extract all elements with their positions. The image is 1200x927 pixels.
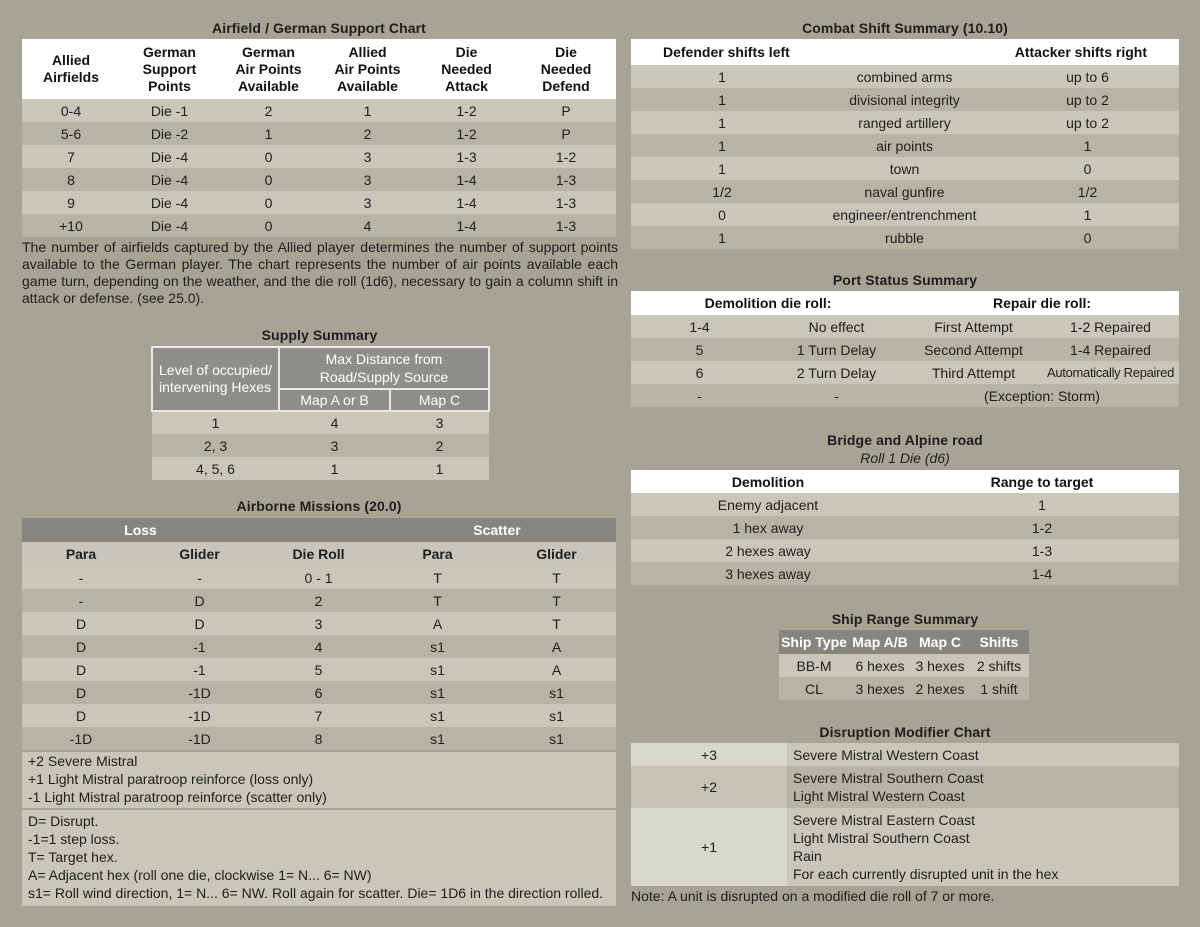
ship-table — [779, 630, 1029, 700]
table-row: D -1 4 s1 A — [22, 635, 616, 658]
table-row: 3 hexes away 1-4 — [631, 562, 1179, 585]
port-title: Port Status Summary — [832, 272, 978, 288]
table-row: - D 2 T T — [22, 589, 616, 612]
airfield-note: The number of airfields captured by the Allied player determines the number of support points available to the German player. The chart represents the number of air points available each game turn, depending on the weather, and the die roll (1d6), necessary to gain a column shift in attack or defense. (see 25.0). — [22, 239, 618, 306]
disruption-row — [631, 808, 1179, 886]
table-row: 1 4 3 — [152, 411, 489, 434]
supply-max-header: Max Distance from Road/Supply Source — [279, 347, 489, 389]
disruption-modifier: +2 — [631, 766, 787, 808]
airborne-scatter-header: Scatter — [378, 518, 616, 542]
table-row: 1-4 No effect First Attempt 1-2 Repaired — [631, 315, 1179, 338]
table-row: - - 0 - 1 T T — [22, 566, 616, 589]
combat-table — [631, 39, 1179, 249]
disruption-modifier: +1 — [631, 808, 787, 886]
table-row: CL 3 hexes 2 hexes 1 shift — [779, 677, 1029, 700]
airfield-header-attack: Die Needed Attack — [417, 39, 516, 99]
table-row: D D 3 A T — [22, 612, 616, 635]
airfield-table — [22, 39, 616, 237]
port-header-repair: Repair die roll: — [905, 291, 1179, 315]
supply-map-ab-header: Map A or B — [279, 389, 390, 411]
table-row: Enemy adjacent 1 — [631, 493, 1179, 516]
supply-level-header: Level of occupied/ intervening Hexes — [152, 347, 279, 411]
combat-title: Combat Shift Summary (10.10) — [802, 20, 1008, 36]
table-row: 0-4 Die -1 2 1 1-2 P — [22, 99, 616, 122]
table-row: 5-6 Die -2 1 2 1-2 P — [22, 122, 616, 145]
airborne-modifiers — [22, 752, 616, 808]
bridge-table — [631, 470, 1179, 585]
table-row: 1/2 naval gunfire 1/2 — [631, 180, 1179, 203]
supply-table — [151, 346, 490, 480]
airborne-group-row — [22, 518, 616, 542]
airfield-header-airfields: Allied Airfields — [22, 39, 120, 99]
airfield-header-german-air: German Air Points Available — [219, 39, 318, 99]
table-row: +10 Die -4 0 4 1-4 1-3 — [22, 214, 616, 237]
table-row: 1 ranged artillery up to 2 — [631, 111, 1179, 134]
table-row: 2 hexes away 1-3 — [631, 539, 1179, 562]
legend-line: A= Adjacent hex (roll one die, clockwise 1= N... 6= NW) — [28, 867, 372, 883]
table-row: 2, 3 3 2 — [152, 434, 489, 457]
port-header-row — [631, 291, 1179, 315]
table-row: 1 air points 1 — [631, 134, 1179, 157]
table-row: 1 combined arms up to 6 — [631, 65, 1179, 88]
table-row: 0 engineer/entrenchment 1 — [631, 203, 1179, 226]
bridge-title: Bridge and Alpine road — [827, 432, 983, 448]
combat-header-right: Attacker shifts right — [996, 39, 1179, 65]
modifier-line: +1 Light Mistral paratroop reinforce (loss only) — [28, 771, 314, 787]
combat-header-left: Defender shifts left — [631, 39, 813, 65]
table-row: D -1D 7 s1 s1 — [22, 704, 616, 727]
legend-line: -1=1 step loss. — [28, 831, 120, 847]
table-row: 9 Die -4 0 3 1-4 1-3 — [22, 191, 616, 214]
airborne-table — [22, 518, 616, 750]
supply-title: Supply Summary — [261, 327, 378, 343]
table-row: BB-M 6 hexes 3 hexes 2 shifts — [779, 654, 1029, 677]
table-row: -1D -1D 8 s1 s1 — [22, 727, 616, 750]
airfield-header-defend: Die Needed Defend — [516, 39, 616, 99]
legend-line: T= Target hex. — [28, 849, 118, 865]
ship-header-row: Ship Type Map A/B Map C Shifts — [779, 630, 1029, 654]
table-row: 1 hex away 1-2 — [631, 516, 1179, 539]
bridge-header-row — [631, 470, 1179, 493]
table-row: D -1 5 s1 A — [22, 658, 616, 681]
port-header-demolition: Demolition die roll: — [631, 291, 905, 315]
disruption-conditions: Severe Mistral Eastern Coast Light Mistral Southern Coast Rain For each currently disrupted unit in the hex — [787, 808, 1179, 886]
table-row: D -1D 6 s1 s1 — [22, 681, 616, 704]
airfield-title: Airfield / German Support Chart — [212, 20, 426, 36]
table-row: 1 divisional integrity up to 2 — [631, 88, 1179, 111]
airfield-header-row — [22, 39, 616, 99]
airborne-loss-header: Loss — [22, 518, 259, 542]
combat-header-row — [631, 39, 1179, 65]
bridge-header-range: Range to target — [905, 470, 1179, 493]
ship-title: Ship Range Summary — [831, 611, 979, 627]
modifier-line: -1 Light Mistral paratroop reinforce (scatter only) — [28, 789, 327, 805]
table-row: - - (Exception: Storm) — [631, 384, 1179, 407]
legend-line: s1= Roll wind direction, 1= N... 6= NW. Roll again for scatter. Die= 1D6 in the direction rolled. — [28, 885, 604, 901]
airfield-header-support: German Support Points — [120, 39, 219, 99]
disruption-conditions: Severe Mistral Southern Coast Light Mistral Western Coast — [787, 766, 1179, 808]
port-table — [631, 291, 1179, 407]
disruption-row — [631, 766, 1179, 808]
disruption-conditions: Severe Mistral Western Coast — [787, 743, 1179, 766]
airborne-title: Airborne Missions (20.0) — [236, 498, 402, 514]
modifier-line: +2 Severe Mistral — [28, 753, 138, 769]
airfield-header-allied-air: Allied Air Points Available — [318, 39, 417, 99]
supply-header-row — [152, 347, 489, 389]
bridge-subtitle: Roll 1 Die (d6) — [860, 450, 950, 466]
table-row: 4, 5, 6 1 1 — [152, 457, 489, 480]
table-row: 6 2 Turn Delay Third Attempt Automatically Repaired — [631, 361, 1179, 384]
airborne-legend — [22, 810, 616, 906]
table-row: 7 Die -4 0 3 1-3 1-2 — [22, 145, 616, 168]
disruption-modifier: +3 — [631, 743, 787, 766]
supply-map-c-header: Map C — [390, 389, 489, 411]
airborne-header-row: Para Glider Die Roll Para Glider — [22, 542, 616, 566]
legend-line: D= Disrupt. — [28, 813, 99, 829]
disruption-table — [631, 743, 1179, 886]
table-row: 8 Die -4 0 3 1-4 1-3 — [22, 168, 616, 191]
disruption-title: Disruption Modifier Chart — [819, 724, 991, 740]
table-row: 1 rubble 0 — [631, 226, 1179, 249]
table-row: 1 town 0 — [631, 157, 1179, 180]
disruption-row — [631, 743, 1179, 766]
bridge-header-demolition: Demolition — [631, 470, 905, 493]
table-row: 5 1 Turn Delay Second Attempt 1-4 Repaired — [631, 338, 1179, 361]
disruption-note: Note: A unit is disrupted on a modified die roll of 7 or more. — [631, 888, 995, 904]
